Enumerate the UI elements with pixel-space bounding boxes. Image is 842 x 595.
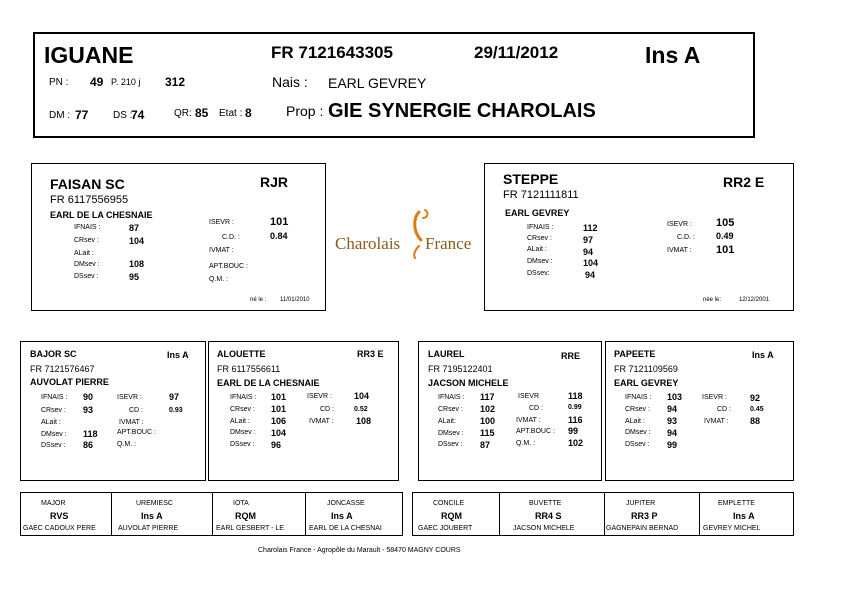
- sire-isevr-label: ISEVR :: [209, 219, 234, 226]
- gp-dmsev-value: 94: [667, 428, 678, 438]
- sire-birth-label: né le :: [250, 297, 267, 303]
- gp-isevr-label: ISEVR :: [307, 393, 332, 400]
- dam-alait-value: 94: [583, 247, 594, 257]
- grandparent-card: [208, 341, 399, 481]
- dam-birth-label: née le:: [703, 297, 722, 303]
- gp-ivmat-label: IVMAT :: [516, 417, 541, 424]
- sire-panel: [31, 163, 326, 311]
- dam-crsev-label: CRsev :: [527, 235, 552, 242]
- gp-dssev-value: 86: [83, 440, 94, 450]
- ggp-name: IOTA: [233, 500, 249, 507]
- sire-breeder: EARL DE LA CHESNAIE: [50, 210, 153, 220]
- logo-text-left: Charolais: [335, 234, 401, 253]
- sire-dmsev-value: 108: [129, 259, 145, 269]
- nais-value: EARL GEVREY: [328, 75, 427, 91]
- gp-code: RRE: [561, 351, 581, 361]
- sire-cd-label: C.D. :: [222, 234, 240, 241]
- dam-dmsev-value: 104: [583, 258, 599, 268]
- great-grandparents-right: [412, 492, 794, 536]
- gp-ifnais-value: 90: [83, 392, 94, 402]
- gp-code: RR3 E: [357, 349, 384, 359]
- gp-cd-label: CD :: [717, 406, 731, 413]
- gp-qm-label: Q.M. :: [516, 440, 536, 447]
- gp-breeder: EARL DE LA CHESNAIE: [217, 378, 320, 388]
- gp-crsev-label: CRsev :: [438, 406, 463, 413]
- ggp-breeder: GAEC CADOUX PERE: [23, 525, 96, 532]
- gp-dssev-value: 87: [480, 440, 491, 450]
- dm-value: 77: [75, 108, 89, 122]
- dam-dmsev-label: DMsev :: [527, 258, 553, 265]
- gp-dmsev-label: DMsev :: [625, 429, 651, 436]
- gp-alait-value: 100: [480, 416, 496, 426]
- animal-status: Ins A: [645, 42, 701, 68]
- dam-ifnais-value: 112: [583, 223, 598, 233]
- gp-breeder: JACSON MICHELE: [428, 378, 509, 388]
- dam-dssev-value: 94: [585, 270, 596, 280]
- ggp-code: RVS: [50, 511, 69, 521]
- gp-number: FR 7195122401: [428, 364, 493, 374]
- dm-label: DM :: [49, 110, 71, 121]
- gp-number: FR 7121109569: [614, 364, 678, 374]
- gp-ifnais-label: IFNAIS :: [625, 394, 652, 401]
- gp-cd-label: CD :: [129, 407, 143, 414]
- dam-cd-value: 0.49: [716, 231, 734, 241]
- pn-value: 49: [90, 75, 104, 89]
- gp-isevr-value: 104: [354, 391, 370, 401]
- dam-code: RR2 E: [723, 174, 765, 190]
- gp-aptbouc-label: APT.BOUC :: [117, 429, 156, 436]
- column-divider: [305, 493, 306, 535]
- ggp-code: RR3 P: [631, 511, 658, 521]
- prop-value: GIE SYNERGIE CHAROLAIS: [328, 100, 596, 122]
- gp-isevr-value: 92: [750, 393, 761, 403]
- etat-label: Etat :: [219, 108, 243, 119]
- gp-crsev-value: 102: [480, 404, 496, 414]
- column-divider: [699, 493, 700, 535]
- dam-isevr-value: 105: [716, 217, 735, 229]
- sire-dssev-value: 95: [129, 272, 140, 282]
- gp-code: Ins A: [752, 350, 774, 360]
- grandparent-card: [20, 341, 206, 481]
- ggp-breeder: GAGNEPAIN BERNAD: [606, 525, 679, 532]
- main-animal-panel: [33, 32, 755, 138]
- gp-isevr-label: ISEVR: [518, 393, 540, 400]
- ggp-code: RR4 S: [535, 511, 562, 521]
- ggp-breeder: EARL DE LA CHESNAI: [309, 525, 382, 532]
- dam-crsev-value: 97: [583, 235, 594, 245]
- ggp-breeder: EARL GESBERT - LE: [216, 525, 284, 532]
- dam-birth-date: 12/12/2001: [739, 297, 770, 303]
- prop-label: Prop :: [286, 103, 324, 119]
- ggp-name: CONCILE: [433, 500, 465, 507]
- animal-name: IGUANE: [44, 42, 134, 68]
- gp-alait-label: ALait :: [41, 419, 61, 426]
- gp-cd-label: CD :: [529, 405, 543, 412]
- column-divider: [212, 493, 213, 535]
- sire-number: FR 6117556955: [50, 194, 129, 206]
- pn-label: PN :: [49, 77, 69, 88]
- ggp-breeder: AUVOLAT PIERRE: [118, 525, 179, 532]
- gp-aptbouc-value: 99: [568, 426, 579, 436]
- dam-ivmat-label: IVMAT :: [667, 247, 692, 254]
- gp-ifnais-label: IFNAIS :: [41, 394, 68, 401]
- sire-aptbouc-label: APT.BOUC :: [209, 263, 248, 270]
- gp-number: FR 7121576467: [30, 364, 95, 374]
- sire-cd-value: 0.84: [270, 231, 288, 241]
- gp-crsev-label: CRsev :: [230, 406, 255, 413]
- charolais-france-logo: [333, 206, 478, 262]
- gp-ivmat-value: 88: [750, 416, 761, 426]
- sire-name: FAISAN SC: [50, 176, 125, 192]
- gp-alait-value: 106: [271, 416, 287, 426]
- sire-dmsev-label: DMsev :: [74, 261, 100, 268]
- gp-qm-label: Q.M. :: [117, 441, 137, 448]
- gp-breeder: AUVOLAT PIERRE: [30, 377, 109, 387]
- gp-dssev-label: DSsev :: [41, 442, 66, 449]
- sire-ifnais-value: 87: [129, 223, 140, 233]
- gp-ivmat-value: 116: [568, 415, 583, 425]
- gp-name: PAPEETE: [614, 349, 656, 359]
- column-divider: [604, 493, 605, 535]
- gp-isevr-label: ISEVR :: [702, 394, 727, 401]
- gp-ivmat-label: IVMAT :: [119, 419, 144, 426]
- gp-dssev-label: DSsev :: [438, 441, 463, 448]
- etat-value: 8: [245, 106, 252, 120]
- ggp-name: UREMIESC: [136, 500, 173, 507]
- gp-crsev-label: CRsev :: [41, 407, 66, 414]
- p210-label: P. 210 j: [111, 77, 141, 87]
- gp-crsev-value: 93: [83, 405, 94, 415]
- gp-ifnais-value: 117: [480, 392, 495, 402]
- dam-dssev-label: DSsev:: [527, 270, 550, 277]
- sire-ivmat-label: IVMAT :: [209, 247, 234, 254]
- gp-breeder: EARL GEVREY: [614, 378, 679, 388]
- gp-dmsev-label: DMsev :: [41, 431, 67, 438]
- ggp-name: EMPLETTE: [718, 500, 755, 507]
- animal-birth-date: 29/11/2012: [474, 43, 559, 62]
- gp-name: BAJOR SC: [30, 349, 77, 359]
- gp-alait-label: ALait :: [625, 418, 645, 425]
- dam-number: FR 7121111811: [503, 189, 579, 201]
- ggp-code: RQM: [441, 511, 462, 521]
- ggp-code: Ins A: [733, 511, 755, 521]
- ggp-breeder: GAEC JOUBERT: [418, 525, 473, 532]
- gp-code: Ins A: [167, 350, 189, 360]
- ggp-name: JUPITER: [626, 500, 656, 507]
- dam-ivmat-value: 101: [716, 244, 735, 256]
- footer-address: Charolais France - Agropôle du Marault - 58470 MAGNY COURS: [258, 547, 461, 554]
- gp-name: LAUREL: [428, 349, 465, 359]
- dam-name: STEPPE: [503, 171, 559, 187]
- grandparent-card: [605, 341, 794, 481]
- ggp-code: Ins A: [331, 511, 353, 521]
- great-grandparents-left: [20, 492, 403, 536]
- ggp-breeder: GEVREY MICHEL: [703, 525, 761, 532]
- ggp-code: Ins A: [141, 511, 163, 521]
- ggp-name: BUVETTE: [529, 500, 562, 507]
- gp-cd-value: 0.52: [354, 406, 368, 413]
- gp-isevr-value: 118: [568, 391, 583, 401]
- gp-crsev-value: 101: [271, 404, 287, 414]
- gp-cd-value: 0.93: [169, 407, 183, 414]
- ggp-name: MAJOR: [41, 500, 66, 507]
- sire-isevr-value: 101: [270, 216, 289, 228]
- dam-ifnais-label: IFNAIS :: [527, 224, 554, 231]
- dam-isevr-label: ISEVR :: [667, 221, 692, 228]
- ds-label: DS :: [113, 110, 133, 121]
- sire-code: RJR: [260, 174, 289, 190]
- nais-label: Nais :: [272, 74, 308, 90]
- gp-isevr-value: 97: [169, 392, 180, 402]
- gp-dssev-label: DSsev :: [230, 441, 255, 448]
- gp-alait-value: 93: [667, 416, 678, 426]
- logo-text-right: France: [425, 234, 472, 253]
- ggp-breeder: JACSON MICHELE: [513, 525, 575, 532]
- gp-cd-value: 0.99: [568, 404, 582, 411]
- gp-name: ALOUETTE: [217, 349, 266, 359]
- dam-cd-label: C.D. :: [677, 234, 695, 241]
- qr-label: QR:: [174, 108, 192, 119]
- animal-number: FR 7121643305: [271, 43, 393, 62]
- gp-dmsev-value: 118: [83, 429, 98, 439]
- gp-ifnais-label: IFNAIS :: [230, 394, 257, 401]
- p210-value: 312: [165, 75, 186, 89]
- qr-value: 85: [195, 106, 209, 120]
- sire-crsev-value: 104: [129, 236, 145, 246]
- gp-crsev-value: 94: [667, 404, 678, 414]
- gp-ivmat-label: IVMAT :: [704, 418, 729, 425]
- ggp-code: RQM: [235, 511, 256, 521]
- gp-ivmat-value: 108: [356, 416, 372, 426]
- gp-ivmat-label: IVMAT :: [309, 418, 334, 425]
- gp-cd-label: CD :: [320, 406, 334, 413]
- dam-alait-label: ALait :: [527, 246, 547, 253]
- column-divider: [499, 493, 500, 535]
- gp-dmsev-label: DMsev :: [438, 430, 464, 437]
- grandparent-card: [418, 341, 602, 481]
- ggp-name: JONCASSE: [327, 500, 365, 507]
- sire-qm-label: Q.M. :: [209, 276, 229, 283]
- gp-ifnais-label: IFNAIS :: [438, 394, 465, 401]
- gp-ifnais-value: 101: [271, 392, 287, 402]
- gp-dmsev-value: 104: [271, 428, 287, 438]
- gp-cd-value: 0.45: [750, 406, 764, 413]
- gp-dssev-label: DSsev :: [625, 441, 650, 448]
- gp-ifnais-value: 103: [667, 392, 683, 402]
- sire-crsev-label: CRsev :: [74, 237, 99, 244]
- sire-alait-label: ALait :: [74, 250, 94, 257]
- ds-value: 74: [131, 108, 145, 122]
- gp-qm-value: 102: [568, 438, 584, 448]
- sire-birth-date: 11/01/2010: [280, 297, 310, 303]
- gp-dssev-value: 99: [667, 440, 678, 450]
- sire-ifnais-label: IFNAIS :: [74, 224, 101, 231]
- gp-alait-label: ALait:: [438, 418, 456, 425]
- gp-crsev-label: CRsev :: [625, 406, 650, 413]
- gp-dssev-value: 96: [271, 440, 282, 450]
- gp-isevr-label: ISEVR :: [117, 394, 142, 401]
- gp-number: FR 6117556611: [217, 364, 281, 374]
- sire-dssev-label: DSsev :: [74, 273, 99, 280]
- gp-aptbouc-label: APT.BOUC :: [516, 428, 555, 435]
- gp-alait-label: ALait :: [230, 418, 250, 425]
- dam-breeder: EARL GEVREY: [505, 208, 570, 218]
- gp-dmsev-label: DMsev :: [230, 429, 256, 436]
- dam-panel: [484, 163, 794, 311]
- column-divider: [111, 493, 112, 535]
- gp-dmsev-value: 115: [480, 428, 495, 438]
